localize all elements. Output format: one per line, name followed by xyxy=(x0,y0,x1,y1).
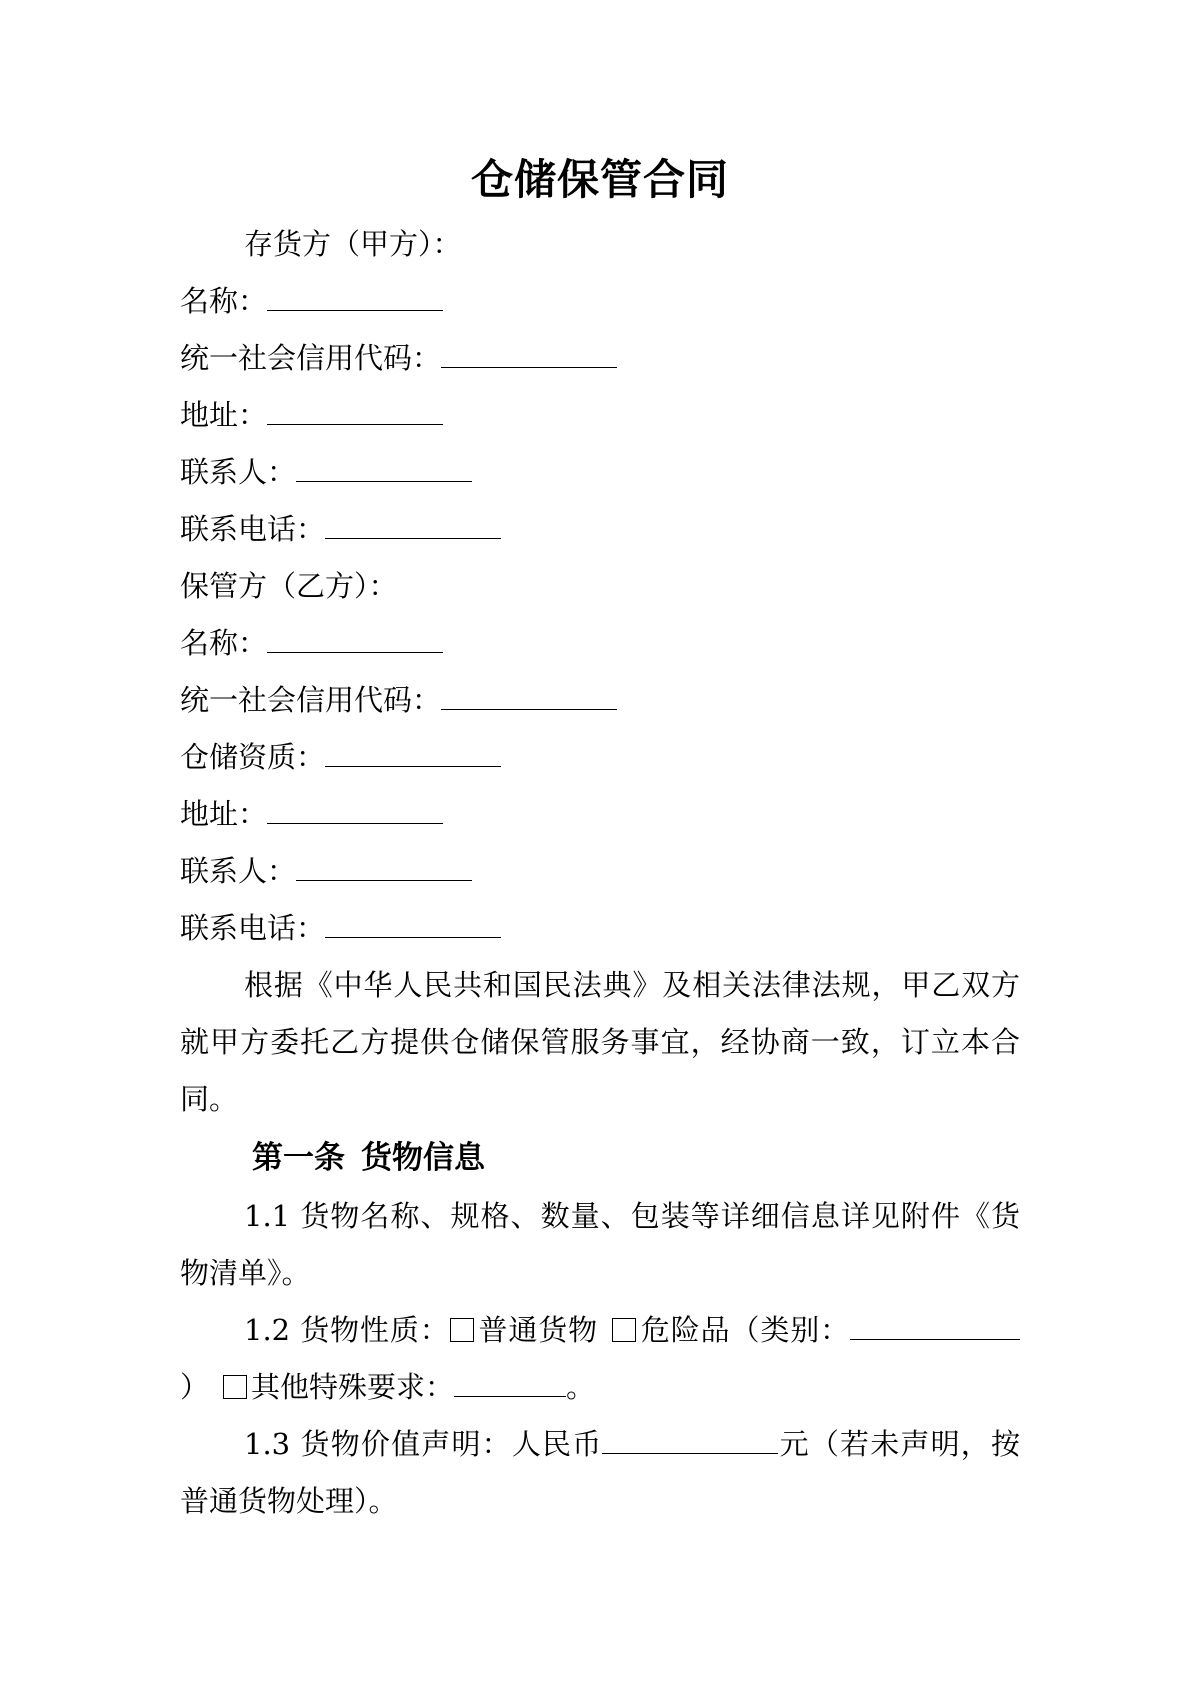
clause-1-2-period: 。 xyxy=(566,1370,596,1404)
party-b-qualification-label: 仓储资质： xyxy=(180,740,326,774)
party-b-name-row xyxy=(180,615,1020,672)
clause-1-2 xyxy=(180,1302,1020,1416)
party-a-phone-field[interactable] xyxy=(325,506,501,539)
contract-page xyxy=(180,150,1020,1530)
party-a-name-label: 名称： xyxy=(180,284,268,318)
general-goods-checkbox[interactable] xyxy=(450,1318,474,1342)
party-a-contact-label: 联系人： xyxy=(180,455,297,489)
party-a-header: 存货方（甲方）： xyxy=(244,227,462,261)
party-b-contact-row xyxy=(180,843,1020,900)
party-b-credit-code-label: 统一社会信用代码： xyxy=(180,683,442,717)
party-b-qualification-row xyxy=(180,729,1020,786)
party-b-address-row xyxy=(180,786,1020,843)
party-a-credit-code-field[interactable] xyxy=(441,335,617,368)
party-a-contact-row xyxy=(180,444,1020,501)
party-b-credit-code-row xyxy=(180,672,1020,729)
party-b-phone-row xyxy=(180,900,1020,957)
other-requirements-field[interactable] xyxy=(454,1364,566,1397)
dangerous-category-field-cont[interactable] xyxy=(992,1307,1020,1340)
party-b-credit-code-field[interactable] xyxy=(441,677,617,710)
article-1-heading xyxy=(180,1128,1020,1188)
other-requirements-label: 其他特殊要求： xyxy=(251,1370,455,1404)
party-b-name-field[interactable] xyxy=(267,620,443,653)
party-b-phone-label: 联系电话： xyxy=(180,911,326,945)
party-b-contact-label: 联系人： xyxy=(180,854,297,888)
declared-value-field[interactable] xyxy=(602,1421,778,1454)
party-a-address-field[interactable] xyxy=(267,392,443,425)
clause-1-3-prefix: 1.3 货物价值声明：人民币 xyxy=(244,1427,603,1461)
other-requirements-checkbox[interactable] xyxy=(223,1375,247,1399)
clause-1-2-prefix: 1.2 货物性质： xyxy=(244,1313,450,1347)
dangerous-category-field[interactable] xyxy=(850,1307,992,1340)
clause-1-3-suffix-2: 按普通货物处理）。 xyxy=(180,1427,1020,1518)
dangerous-close-paren: ） xyxy=(180,1370,210,1404)
preamble-paragraph: 根据《中华人民共和国民法典》及相关法律法规，甲乙双方就甲方委托乙方提供仓储保管服务事宜，经协商一致，订立本合同。 xyxy=(180,968,1020,1116)
party-a-contact-field[interactable] xyxy=(296,449,472,482)
general-goods-label: 普通货物 xyxy=(477,1313,598,1347)
party-a-credit-code-row xyxy=(180,330,1020,387)
party-a-phone-label: 联系电话： xyxy=(180,512,326,546)
party-b-address-field[interactable] xyxy=(267,791,443,824)
clause-1-3 xyxy=(180,1416,1020,1530)
party-a-address-row xyxy=(180,387,1020,444)
party-b-contact-field[interactable] xyxy=(296,848,472,881)
article-1-title: 货物信息 xyxy=(361,1140,485,1176)
article-1-number: 第一条 xyxy=(252,1140,345,1176)
party-a-name-field[interactable] xyxy=(267,278,443,311)
party-b-phone-field[interactable] xyxy=(325,905,501,938)
party-a-name-row xyxy=(180,273,1020,330)
party-a-credit-code-label: 统一社会信用代码： xyxy=(180,341,442,375)
clause-1-3-suffix-1: 元（若未声明， xyxy=(778,1427,991,1461)
dangerous-goods-label: 危险品（类别： xyxy=(639,1313,850,1347)
party-b-address-label: 地址： xyxy=(180,797,268,831)
clause-1-1: 1.1 货物名称、规格、数量、包装等详细信息详见附件《货物清单》。 xyxy=(180,1199,1020,1290)
party-b-qualification-field[interactable] xyxy=(325,734,501,767)
party-b-name-label: 名称： xyxy=(180,626,268,660)
party-a-phone-row xyxy=(180,501,1020,558)
party-a-address-label: 地址： xyxy=(180,398,268,432)
party-b-header: 保管方（乙方）： xyxy=(180,569,398,603)
dangerous-goods-checkbox[interactable] xyxy=(612,1318,636,1342)
document-title: 仓储保管合同 xyxy=(470,155,729,204)
